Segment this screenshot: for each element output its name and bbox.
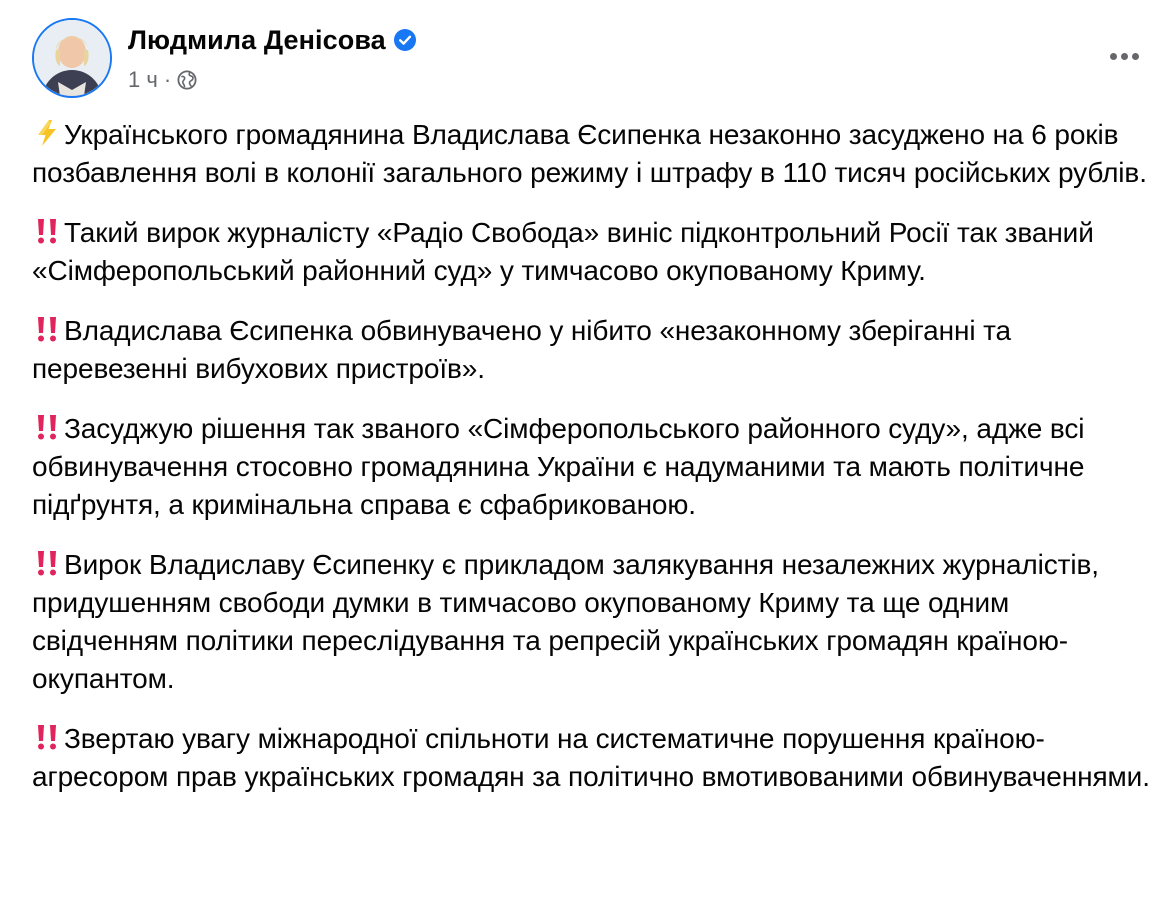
verified-badge-icon bbox=[394, 29, 416, 51]
post-paragraph bbox=[32, 214, 1152, 290]
double-exclamation-icon bbox=[32, 314, 62, 344]
post-paragraph bbox=[32, 546, 1152, 698]
double-exclamation-icon bbox=[32, 412, 62, 442]
double-exclamation-icon bbox=[32, 548, 62, 578]
more-options-button[interactable] bbox=[1104, 36, 1144, 76]
paragraph-text: Владислава Єсипенка обвинувачено у нібито «незаконному зберіганні та перевезенні вибухових пристроїв». bbox=[32, 315, 1012, 384]
post-header bbox=[32, 16, 1144, 100]
double-exclamation-icon bbox=[32, 722, 62, 752]
paragraph-text: Українського громадянина Владислава Єсипенка незаконно засуджено на 6 років позбавлення волі в колонії загального режиму і штрафу в 110 тисяч російських рублів. bbox=[32, 119, 1147, 188]
globe-icon[interactable] bbox=[177, 70, 197, 90]
paragraph-text: Такий вирок журналісту «Радіо Свобода» виніс підконтрольний Росії так званий «Сімферопольський районний суд» у тимчасово окупованому Криму. bbox=[32, 217, 1094, 286]
lightning-icon bbox=[32, 118, 62, 148]
paragraph-text: Вирок Владиславу Єсипенку є прикладом залякування незалежних журналістів, придушенням свободи думки в тимчасово окупованому Криму та ще одним свідченням політики переслідування та репресій українських громадян країною-окупантом. bbox=[32, 549, 1099, 694]
paragraph-text: Звертаю увагу міжнародної спільноти на систематичне порушення країною-агресором прав українських громадян за політично вмотивованими обвинуваченнями. bbox=[32, 723, 1150, 792]
avatar-photo bbox=[34, 20, 110, 96]
double-exclamation-icon bbox=[32, 216, 62, 246]
meta-separator: · bbox=[163, 67, 172, 92]
post-body bbox=[32, 116, 1152, 818]
post-paragraph bbox=[32, 312, 1152, 388]
post-paragraph bbox=[32, 720, 1152, 796]
more-horizontal-icon bbox=[1110, 53, 1117, 60]
post-paragraph bbox=[32, 410, 1152, 524]
post-timestamp[interactable]: 1 ч bbox=[128, 67, 158, 92]
author-name[interactable]: Людмила Денісова bbox=[128, 24, 386, 55]
paragraph-text: Засуджую рішення так званого «Сімферопольського районного суду», адже всі обвинувачення стосовно громадянина України є надуманими та мають політичне підґрунтя, а кримінальна справа є сфабрикованою. bbox=[32, 413, 1085, 520]
post-meta bbox=[128, 66, 197, 94]
author-avatar[interactable] bbox=[32, 18, 112, 98]
post-paragraph bbox=[32, 116, 1152, 192]
author-row bbox=[128, 24, 416, 56]
